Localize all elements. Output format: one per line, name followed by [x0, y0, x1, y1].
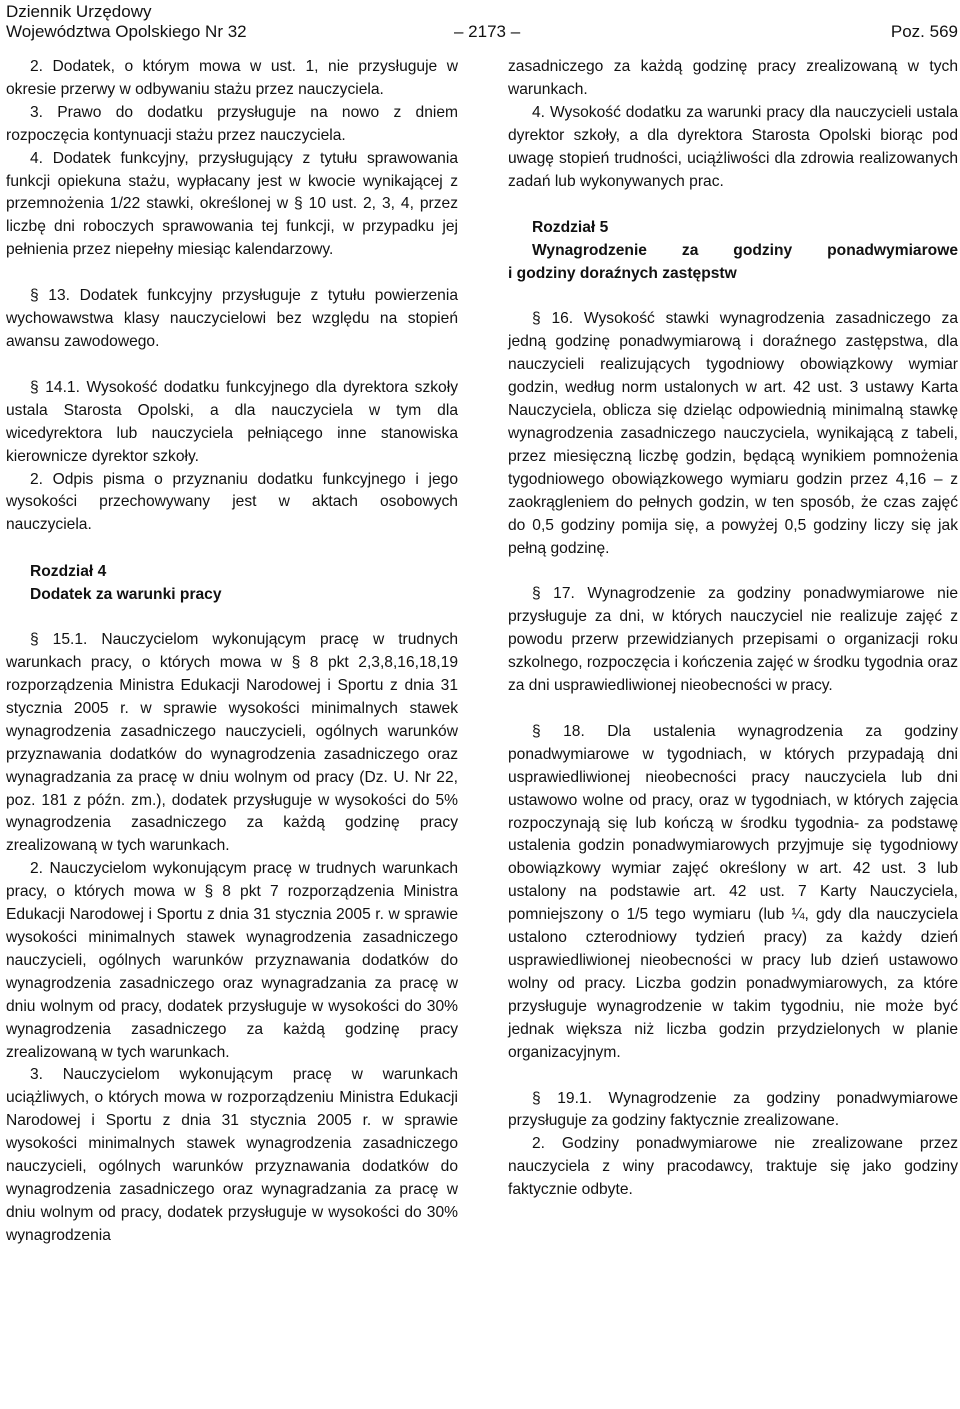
paragraph-14-1: § 14.1. Wysokość dodatku funkcyjnego dla dyrektora szkoły ustala Starosta Opolski, a dla nauczyciela w tym dla wicedyrektora lub nauczyciela pełniącego inne stanowiska kierownicze dyrektor szkoły.: [6, 378, 458, 465]
journal-region: Województwa Opolskiego Nr 32: [6, 22, 247, 41]
paragraph-12-4: 4. Dodatek funkcyjny, przysługujący z tytułu sprawowania funkcji opiekuna stażu, wypłacany jest w kwocie wynikającej z przemnożenia 1/22 stawki, określonej w § 10 ust. 2, 3, 4, przez liczbę dni roboczych sprawowania tej funkcji, w przypadku jej pełnienia przez niepełny miesiąc kalendarzowy.: [6, 149, 458, 259]
paragraph-16: § 16. Wysokość stawki wynagrodzenia zasadniczego za jedną godzinę ponadwymiarową i doraźnego zastępstwa, dla nauczycieli realizujących tygodniowy obowiązkowy wymiar godzin, według norm ustalonych w art. 42 ust. 3 ustawy Karta Nauczyciela, oblicza się dzieląc odpowiednią minimalną stawkę wynagrodzenia zasadniczego nauczyciela, wynikającą z tabeli, przez miesięczną liczbę godzin, będącą wynikiem pomnożenia tygodniowego obowiązkowego wymiaru godzin przez 4,16 – z zaokrągleniem do pełnych godzin, w ten sposób, że czas zajęć do 0,5 godziny pomija się, a powyżej 0,5 godziny liczy się jak pełną godzinę.: [508, 310, 958, 557]
paragraph-19-1: § 19.1. Wynagrodzenie za godziny ponadwymiarowe przysługuje za godziny faktycznie zrealizowane.: [508, 1089, 958, 1130]
chapter-4-number: Rozdział 4: [30, 563, 107, 581]
paragraph-15-3: 3. Nauczycielom wykonującym pracę w warunkach uciążliwych, o których mowa w rozporządzeniu Ministra Edukacji Narodowej i Sportu z dnia 31 stycznia 2005 r. w sprawie wysokości minimalnych stawek wynagrodzenia zasadniczego nauczycieli, ogólnych warunków przyznawania dodatków do wynagrodzenia zasadniczego oraz wynagradzania za pracę w dniu wolnym od pracy, dodatek przysługuje w wysokości do 30% wynagrodzenia: [6, 1066, 458, 1244]
paragraph-13: § 13. Dodatek funkcyjny przysługuje z tytułu powierzenia wychowawstwa klasy nauczycielowi bez względu na stopień awansu zawodowego.: [6, 287, 458, 350]
paragraph-12-2: 2. Dodatek, o którym mowa w ust. 1, nie przysługuje w okresie przerwy w odbywaniu stażu przez nauczyciela.: [6, 58, 458, 98]
chapter-5-title-line-1: Wynagrodzenie za godziny ponadwymiarowe: [532, 242, 958, 260]
paragraph-17: § 17. Wynagrodzenie za godziny ponadwymiarowe nie przysługuje za dni, w których nauczyciel nie realizuje zajęć z powodu przerw przewidzianych przepisami o organizacji roku szkolnego, rozpoczęcia i kończenia zajęć w środku tygodnia oraz za dni usprawiedliwionej nieobecności w pracy.: [508, 585, 958, 695]
chapter-4-title: Dodatek za warunki pracy: [30, 586, 222, 604]
paragraph-15-1: § 15.1. Nauczycielom wykonującym pracę w trudnych warunkach pracy, o których mowa w § 8 pkt 2,3,8,16,18,19 rozporządzenia Ministra Edukacji Narodowej i Sportu z dnia 31 stycznia 2005 r. w sprawie wysokości minimalnych stawek wynagrodzenia zasadniczego nauczycieli, ogólnych warunków przyznawania dodatków do wynagrodzenia zasadniczego oraz wynagradzania za pracę w dniu wolnym od pracy (Dz. U. Nr 22, poz. 181 z późn. zm.), dodatek przysługuje w wysokości do 5% wynagrodzenia zasadniczego za każdą godzinę pracy zrealizowaną w tych warunkach.: [6, 631, 458, 855]
paragraph-19-2: 2. Godziny ponadwymiarowe nie zrealizowane przez nauczyciela z winy pracodawcy, traktuje się jako godziny faktycznie odbyte.: [508, 1135, 958, 1199]
paragraph-18: § 18. Dla ustalenia wynagrodzenia za godziny ponadwymiarowe w tygodniach, w których przypadają dni usprawiedliwionej nieobecności pracy nauczyciela lub dni ustawowo wolne od pracy, oraz w tygodniach, w których zajęcia rozpoczynają się lub kończą w środku tygodnia- za podstawę ustalenia godzin ponadwymiarowych przyjmuje się tygodniowy obowiązkowy wymiar zajęć określony w art. 42 ust. 3 lub ustalony na podstawie art. 42 ust. 7 Karty Nauczyciela, pomniejszony o 1/5 tego wymiaru (lub ¼, gdy dla nauczyciela ustalono czterodniowy tydzień pracy) za każdy dzień usprawiedliwionej nieobecności w pracy lub dzień ustawowo wolny od pracy. Liczba godzin ponadwymiarowych, za które przysługuje wynagrodzenie w takim tygodniu, nie może być jednak większa niż liczba godzin przydzielonych w planie organizacyjnym.: [508, 722, 958, 1061]
journal-title: Dziennik Urzędowy: [6, 2, 152, 21]
position-number: Poz. 569: [890, 22, 958, 41]
left-column: [6, 56, 458, 1248]
paragraph-15-4: 4. Wysokość dodatku za warunki pracy dla nauczycieli ustala dyrektor szkoły, a dla dyrektora Starosta Opolski biorąc pod uwagę stopień trudności, uciążliwości dla zdrowia realizowanych zadań lub wykonywanych prac.: [508, 103, 958, 190]
paragraph-15-3-continued: zasadniczego za każdą godzinę pracy zrealizowaną w tych warunkach.: [508, 58, 958, 98]
page-header: [6, 0, 958, 46]
paragraph-14-2: 2. Odpis pisma o przyznaniu dodatku funkcyjnego i jego wysokości przechowywany jest w aktach osobowych nauczyciela.: [6, 470, 458, 534]
page-number: – 2173 –: [454, 22, 521, 41]
paragraph-15-2: 2. Nauczycielom wykonującym pracę w trudnych warunkach pracy, o których mowa w § 8 pkt 7 rozporządzenia Ministra Edukacji Narodowej i Sportu z dnia 31 stycznia 2005 r. w sprawie wysokości minimalnych stawek wynagrodzenia zasadniczego nauczycieli, ogólnych warunków przyznawania dodatków do wynagrodzenia zasadniczego oraz wynagradzania za pracę w dniu wolnym od pracy, dodatek przysługuje w wysokości do 30% wynagrodzenia zasadniczego za każdą godzinę pracy zrealizowaną w tych warunkach.: [6, 860, 458, 1061]
chapter-5-title-line-2: i godziny doraźnych zastępstw: [508, 265, 737, 283]
chapter-5-number: Rozdział 5: [532, 219, 609, 237]
paragraph-12-3: 3. Prawo do dodatku przysługuje na nowo z dniem rozpoczęcia kontynuacji stażu przez nauczyciela.: [6, 103, 458, 144]
right-column: [508, 56, 958, 1202]
